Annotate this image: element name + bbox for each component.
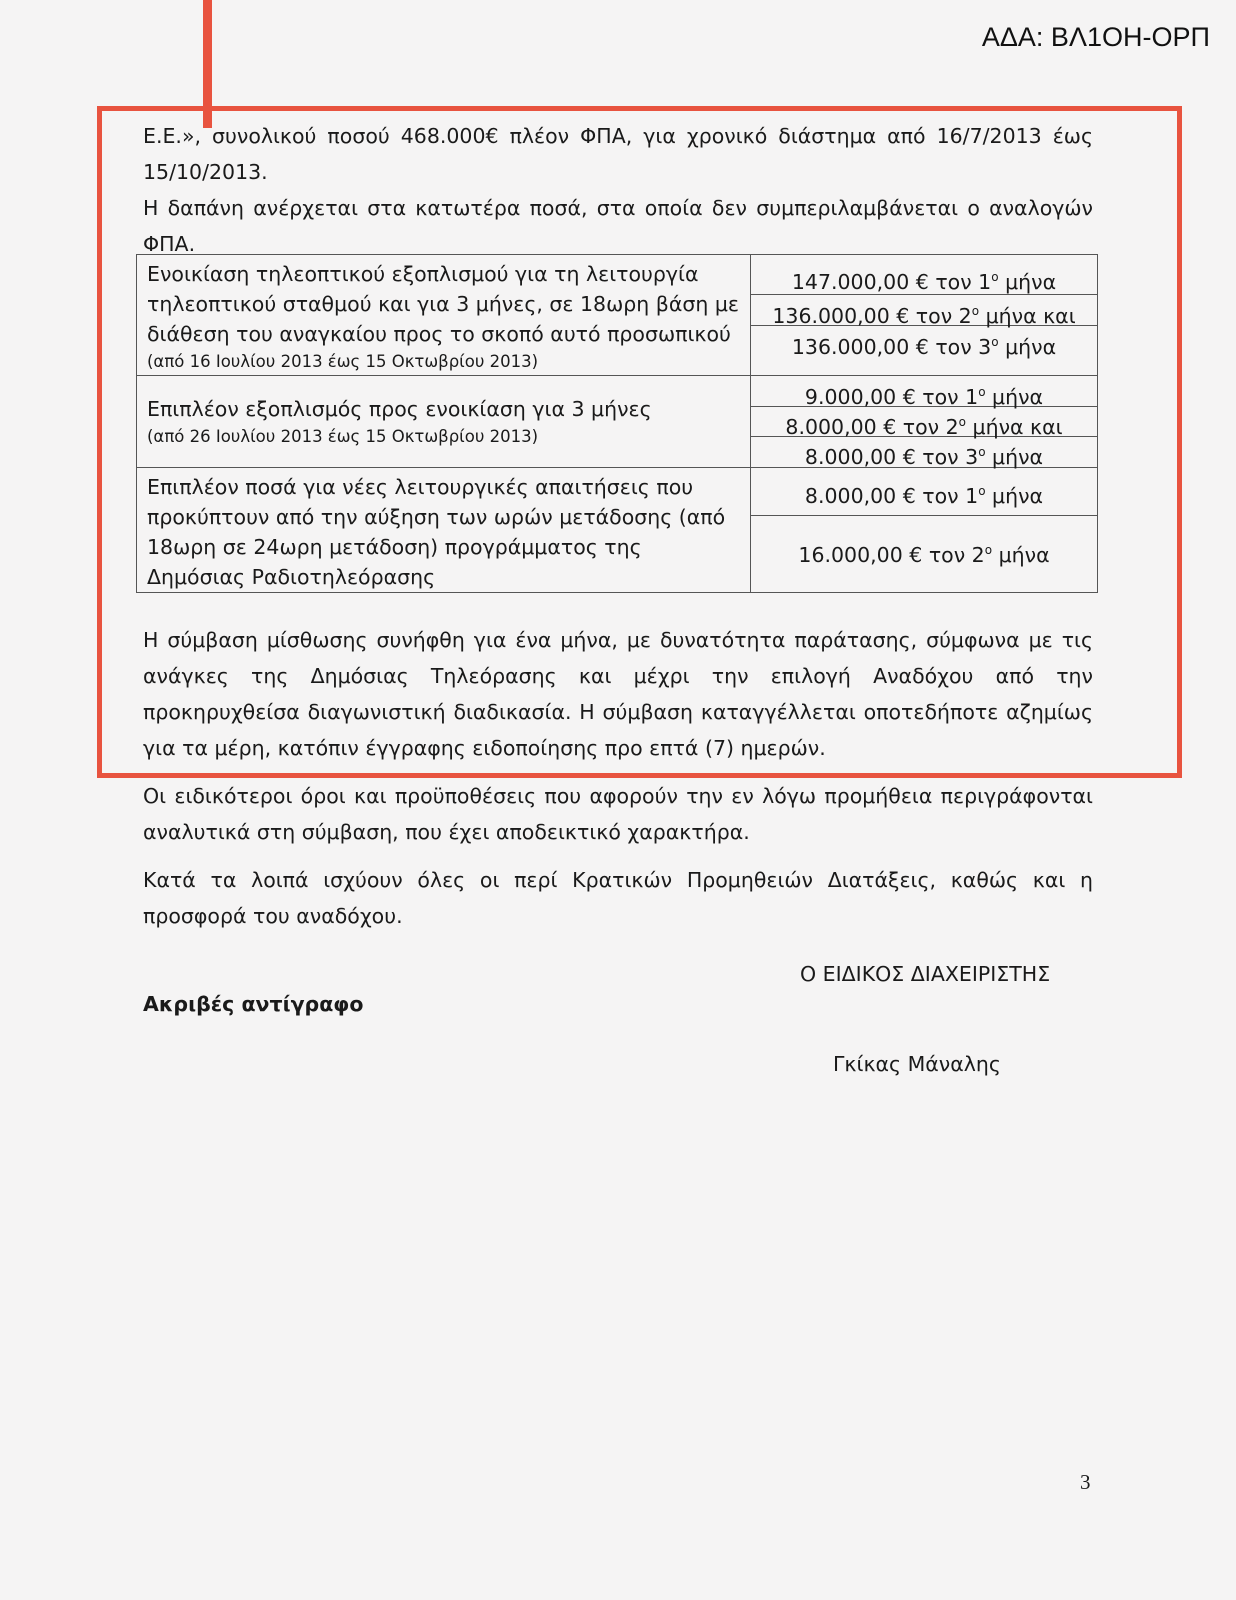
- amount-cell: 147.000,00 € τον $1^o$ μήνα: [751, 255, 1097, 295]
- amount-cell: 136.000,00 € τον $3^o$ μήνα: [791, 334, 1057, 359]
- signer-title: Ο ΕΙΔΙΚΟΣ ΔΙΑΧΕΙΡΙΣΤΗΣ: [800, 962, 1051, 986]
- intro-line-2: 15/10/2013.: [143, 160, 268, 184]
- cost-table: [136, 254, 1098, 593]
- amount-cell: 16.000,00 € τον $2^o$ μήνα: [798, 542, 1050, 567]
- table-row: [137, 255, 1098, 376]
- amount-cell: 136.000,00 € τον $2^o$ μήνα και: [751, 295, 1097, 326]
- table-row: [137, 376, 1098, 468]
- contract-paragraph: Η σύμβαση μίσθωσης συνήφθη για ένα μήνα, με δυνατότητα παράτασης, σύμφωνα με τις ανάγκες της Δημόσιας Τηλεόρασης και μέχρι την επιλογή Αναδόχου από την προκηρυχθείσα διαγωνιστική διαδικασία. Η σύμβαση καταγγέλλεται οποτεδήποτε αζημίως για τα μέρη, κατόπιν έγγραφης ειδοποίησης προ επτά (7) ημερών.: [143, 628, 1093, 760]
- row-amounts: [751, 255, 1098, 376]
- signer-name: Γκίκας Μάναλης: [833, 1052, 1001, 1076]
- ada-code: ΑΔΑ: ΒΛ1ΟΗ-ΟΡΠ: [981, 22, 1210, 52]
- intro-paragraph: [143, 118, 1093, 262]
- terms-paragraph: Οι ειδικότεροι όροι και προϋποθέσεις που αφορούν την εν λόγω προμήθεια περιγράφονται αναλυτικά στη σύμβαση, που έχει αποδεικτικό χαρακτήρα.: [143, 784, 1093, 844]
- intro-line-1: Ε.Ε.», συνολικού ποσού 468.000€ πλέον ΦΠΑ, για χρονικό διάστημα από 16/7/2013 έως: [143, 124, 1093, 148]
- page-number: 3: [1080, 1470, 1091, 1494]
- remaining-paragraph: Κατά τα λοιπά ισχύουν όλες οι περί Κρατικών Προμηθειών Διατάξεις, καθώς και η προσφορά του αναδόχου.: [143, 868, 1093, 928]
- row-date-range: (από 26 Ιουλίου 2013 έως 15 Οκτωβρίου 2013): [147, 427, 539, 446]
- amount-cell: 9.000,00 € τον $1^o$ μήνα: [751, 376, 1097, 407]
- row-desc-text: Επιπλέον ποσά για νέες λειτουργικές απαιτήσεις που προκύπτουν από την αύξηση των ωρών μετάδοσης (από 18ωρη σε 24ωρη μετάδοση) προγράμματος της Δημόσιας Ραδιοτηλεόρασης: [147, 475, 726, 589]
- row-date-range: (από 16 Ιουλίου 2013 έως 15 Οκτωβρίου 2013): [147, 352, 539, 371]
- row-desc-text: Ενοικίαση τηλεοπτικού εξοπλισμού για τη λειτουργία τηλεοπτικού σταθμού και για 3 μήνες, σε 18ωρη βάση με διάθεση του αναγκαίου προς το σκοπό αυτό προσωπικού: [147, 262, 739, 346]
- amount-cell: 8.000,00 € τον $2^o$ μήνα και: [751, 407, 1097, 437]
- row-amounts: [751, 376, 1098, 468]
- row-description: [137, 255, 751, 376]
- row-desc-text: Επιπλέον εξοπλισμός προς ενοικίαση για 3 μήνες: [147, 397, 652, 421]
- row-amounts: [751, 468, 1098, 593]
- row-description: [137, 376, 751, 468]
- amount-cell: 8.000,00 € τον $3^o$ μήνα: [804, 444, 1044, 469]
- accurate-copy-label: Ακριβές αντίγραφο: [143, 992, 364, 1016]
- table-row: [137, 468, 1098, 593]
- row-description: [137, 468, 751, 593]
- intro-line-3: Η δαπάνη ανέρχεται στα κατωτέρα ποσά, στα οποία δεν συμπεριλαμβάνεται ο αναλογών ΦΠΑ.: [143, 196, 1093, 256]
- amount-cell: 8.000,00 € τον $1^o$ μήνα: [751, 468, 1097, 516]
